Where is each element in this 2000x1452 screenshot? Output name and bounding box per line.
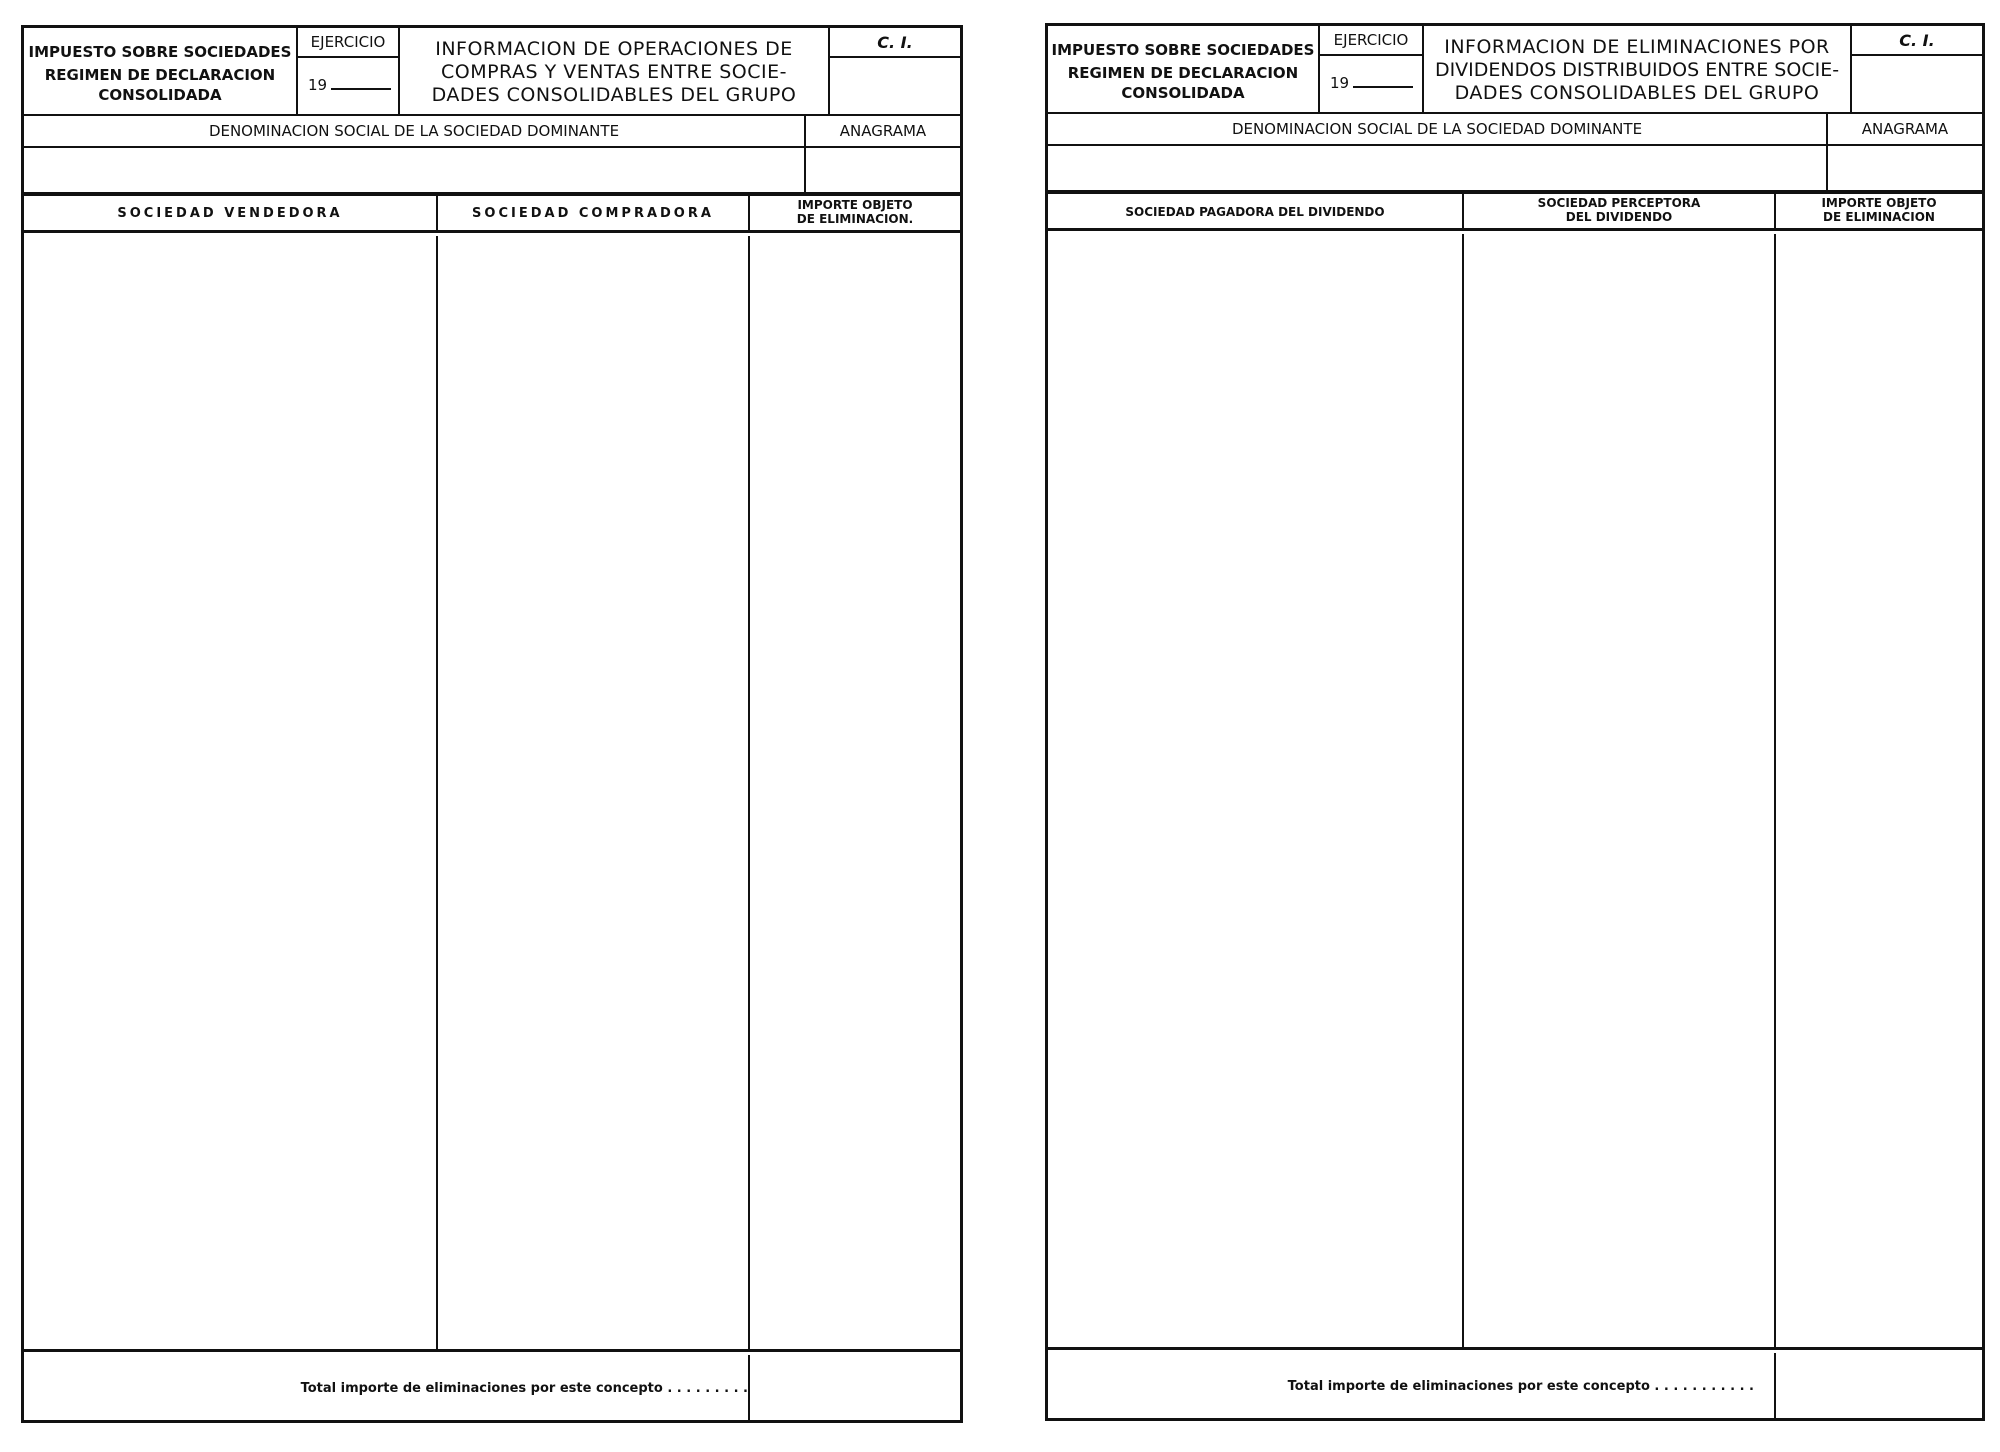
code-input-field[interactable] bbox=[1852, 56, 1982, 112]
anagrama-input-field[interactable] bbox=[804, 148, 960, 192]
anagrama-header bbox=[804, 116, 960, 146]
ejercicio-label-cell bbox=[1320, 26, 1422, 56]
anagrama-header bbox=[1826, 114, 1982, 144]
year-blank-line bbox=[331, 76, 391, 90]
impuesto-label: IMPUESTO SOBRE SOCIEDADES bbox=[28, 43, 292, 61]
denominacion-input-field[interactable] bbox=[24, 148, 804, 192]
importe-column-field[interactable] bbox=[1774, 234, 1982, 1347]
total-value-field[interactable] bbox=[748, 1355, 960, 1420]
denominacion-label-row bbox=[1048, 114, 1982, 146]
perceptora-column-field[interactable] bbox=[1462, 234, 1774, 1347]
total-row bbox=[24, 1355, 960, 1420]
entries-area bbox=[24, 236, 960, 1352]
tax-box bbox=[1048, 26, 1318, 114]
denominacion-input-row bbox=[1048, 146, 1982, 194]
col-header-importe-1: IMPORTE OBJETO bbox=[1821, 196, 1937, 210]
code-label-cell bbox=[830, 28, 960, 58]
column-header-row bbox=[24, 196, 960, 233]
anagrama-label: ANAGRAMA bbox=[1861, 120, 1949, 138]
col2-header-cell bbox=[436, 196, 748, 230]
anagrama-label: ANAGRAMA bbox=[839, 122, 927, 140]
regimen-label: REGIMEN DE DECLARACION bbox=[1067, 64, 1299, 82]
form-dividendos bbox=[1045, 23, 1985, 1421]
entries-area bbox=[1048, 234, 1982, 1350]
code-label-cell bbox=[1852, 26, 1982, 56]
total-row bbox=[1048, 1353, 1982, 1418]
ejercicio-label: EJERCICIO bbox=[310, 33, 386, 51]
year-prefix: 19 bbox=[1330, 74, 1350, 92]
form-title-line-3: DADES CONSOLIDABLES DEL GRUPO bbox=[431, 84, 797, 106]
total-value-field[interactable] bbox=[1774, 1353, 1982, 1418]
impuesto-label: IMPUESTO SOBRE SOCIEDADES bbox=[1051, 41, 1315, 59]
form-title-line-2: COMPRAS Y VENTAS ENTRE SOCIE- bbox=[440, 61, 787, 83]
col-header-compradora: SOCIEDAD COMPRADORA bbox=[472, 206, 714, 221]
col-header-importe-2: DE ELIMINACION. bbox=[796, 212, 914, 226]
col-header-pagadora: SOCIEDAD PAGADORA DEL DIVIDENDO bbox=[1125, 205, 1385, 219]
code-box bbox=[828, 28, 960, 116]
form-compras-ventas bbox=[21, 25, 963, 1423]
ejercicio-box bbox=[296, 28, 398, 116]
compradora-column-field[interactable] bbox=[436, 236, 748, 1349]
pagadora-column-field[interactable] bbox=[1048, 234, 1462, 1347]
code-box bbox=[1850, 26, 1982, 114]
col3-header-cell bbox=[748, 196, 960, 230]
ejercicio-year-field[interactable] bbox=[308, 76, 391, 94]
col-header-perceptora-2: DEL DIVIDENDO bbox=[1565, 210, 1673, 224]
denominacion-input-row bbox=[24, 148, 960, 196]
col-header-importe-1: IMPORTE OBJETO bbox=[797, 198, 913, 212]
total-label: Total importe de eliminaciones por este concepto . . . . . . . . . . . bbox=[1287, 1379, 1754, 1394]
ejercicio-year-field[interactable] bbox=[1330, 74, 1413, 92]
consolidada-label: CONSOLIDADA bbox=[98, 86, 222, 104]
form-title-line-3: DADES CONSOLIDABLES DEL GRUPO bbox=[1454, 82, 1820, 104]
title-box bbox=[398, 28, 828, 116]
total-label: Total importe de eliminaciones por este concepto . . . . . . . . . bbox=[300, 1381, 748, 1396]
anagrama-input-field[interactable] bbox=[1826, 146, 1982, 190]
ejercicio-box bbox=[1318, 26, 1422, 114]
form-title-line-1: INFORMACION DE OPERACIONES DE bbox=[435, 38, 793, 60]
year-blank-line bbox=[1353, 74, 1413, 88]
regimen-label: REGIMEN DE DECLARACION bbox=[44, 66, 276, 84]
col-header-perceptora-1: SOCIEDAD PERCEPTORA bbox=[1537, 196, 1701, 210]
year-prefix: 19 bbox=[308, 76, 328, 94]
col-header-importe-2: DE ELIMINACION bbox=[1823, 210, 1935, 224]
header-row bbox=[24, 28, 960, 116]
form-code: C. I. bbox=[1899, 31, 1935, 50]
denominacion-label: DENOMINACION SOCIAL DE LA SOCIEDAD DOMINANTE bbox=[208, 122, 620, 140]
col2-header-cell bbox=[1462, 194, 1774, 228]
ejercicio-label-cell bbox=[298, 28, 398, 58]
header-row bbox=[1048, 26, 1982, 114]
denominacion-input-field[interactable] bbox=[1048, 146, 1826, 190]
tax-box bbox=[24, 28, 296, 116]
form-code: C. I. bbox=[877, 33, 913, 52]
ejercicio-label: EJERCICIO bbox=[1333, 31, 1409, 49]
form-title-line-1: INFORMACION DE ELIMINACIONES POR bbox=[1444, 36, 1830, 58]
vendedora-column-field[interactable] bbox=[24, 236, 436, 1349]
denominacion-label: DENOMINACION SOCIAL DE LA SOCIEDAD DOMINANTE bbox=[1231, 120, 1643, 138]
denominacion-label-row bbox=[24, 116, 960, 148]
col-header-vendedora: SOCIEDAD VENDEDORA bbox=[117, 206, 343, 221]
code-input-field[interactable] bbox=[830, 58, 960, 114]
title-box bbox=[1422, 26, 1850, 114]
form-title-line-2: DIVIDENDOS DISTRIBUIDOS ENTRE SOCIE- bbox=[1434, 59, 1840, 81]
consolidada-label: CONSOLIDADA bbox=[1121, 84, 1245, 102]
col3-header-cell bbox=[1774, 194, 1982, 228]
column-header-row bbox=[1048, 194, 1982, 231]
importe-column-field[interactable] bbox=[748, 236, 960, 1349]
